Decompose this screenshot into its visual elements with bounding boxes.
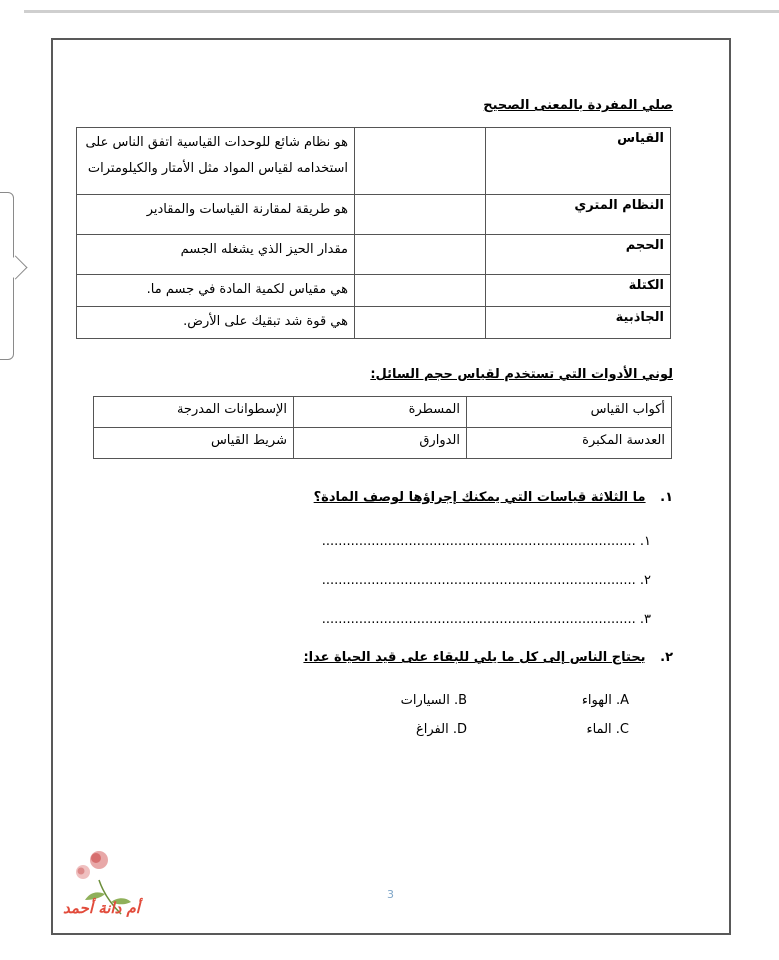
answer-line-2[interactable]: ٢. ............................................................................ — [321, 573, 651, 588]
blank-cell — [355, 195, 486, 235]
answer-line-3[interactable]: ٣. ............................................................................ — [321, 612, 651, 627]
top-border — [24, 0, 779, 13]
table-row — [94, 397, 672, 428]
term-cell: الجاذبية — [486, 307, 671, 339]
definition-cell: هي قوة شد تبقيك على الأرض. — [77, 307, 355, 339]
blank-cell — [355, 128, 486, 195]
question-text: يحتاج الناس إلى كل ما يلي للبقاء على قيد الحياة عدا: — [303, 650, 646, 665]
option-b[interactable]: B. السيارات — [400, 693, 467, 708]
tool-cell[interactable]: المسطرة — [294, 397, 467, 428]
tools-table — [93, 396, 672, 459]
option-c[interactable]: C. الماء — [586, 722, 629, 737]
definition-cell: هو نظام شائع للوحدات القياسية اتفق الناس على استخدامه لقياس المواد مثل الأمتار والكيلومترات — [77, 128, 355, 195]
tool-cell[interactable]: شريط القياس — [94, 428, 294, 459]
term-cell: القياس — [486, 128, 671, 195]
table-row — [77, 128, 671, 195]
option-a[interactable]: A. الهواء — [581, 693, 629, 708]
question-1 — [314, 490, 673, 505]
tool-cell[interactable]: العدسة المكبرة — [467, 428, 672, 459]
blank-cell — [355, 235, 486, 275]
tool-cell[interactable]: الدوارق — [294, 428, 467, 459]
chevron-right-icon — [3, 255, 27, 279]
side-panel-toggle[interactable] — [0, 192, 14, 360]
tool-cell[interactable]: الإسطوانات المدرجة — [94, 397, 294, 428]
matching-table — [76, 127, 671, 339]
tool-cell[interactable]: أكواب القياس — [467, 397, 672, 428]
question-2 — [303, 650, 673, 665]
section2-title: لوني الأدوات التي تستخدم لقياس حجم السائل: — [370, 367, 673, 382]
document-page — [51, 38, 731, 935]
question-number: ١. — [660, 490, 673, 505]
table-row — [94, 428, 672, 459]
answer-line-1[interactable]: ١. ............................................................................ — [321, 534, 651, 549]
table-row — [77, 195, 671, 235]
question-number: ٢. — [660, 650, 673, 665]
table-row — [77, 235, 671, 275]
blank-cell — [355, 275, 486, 307]
term-cell: النظام المتري — [486, 195, 671, 235]
question-text: ما الثلاثة قياسات التي يمكنك إجراؤها لوصف المادة؟ — [313, 490, 646, 505]
definition-cell: هي مقياس لكمية المادة في جسم ما. — [77, 275, 355, 307]
definition-cell: مقدار الحيز الذي يشغله الجسم — [77, 235, 355, 275]
table-row — [77, 275, 671, 307]
page-number: 3 — [387, 888, 394, 901]
blank-cell — [355, 307, 486, 339]
option-d[interactable]: D. الفراغ — [416, 722, 467, 737]
term-cell: الحجم — [486, 235, 671, 275]
term-cell: الكتلة — [486, 275, 671, 307]
definition-cell: هو طريقة لمقارنة القياسات والمقادير — [77, 195, 355, 235]
section1-title: صلي المفردة بالمعنى الصحيح — [483, 98, 673, 113]
logo-text: أم دانة أحمد — [63, 899, 140, 917]
table-row — [77, 307, 671, 339]
